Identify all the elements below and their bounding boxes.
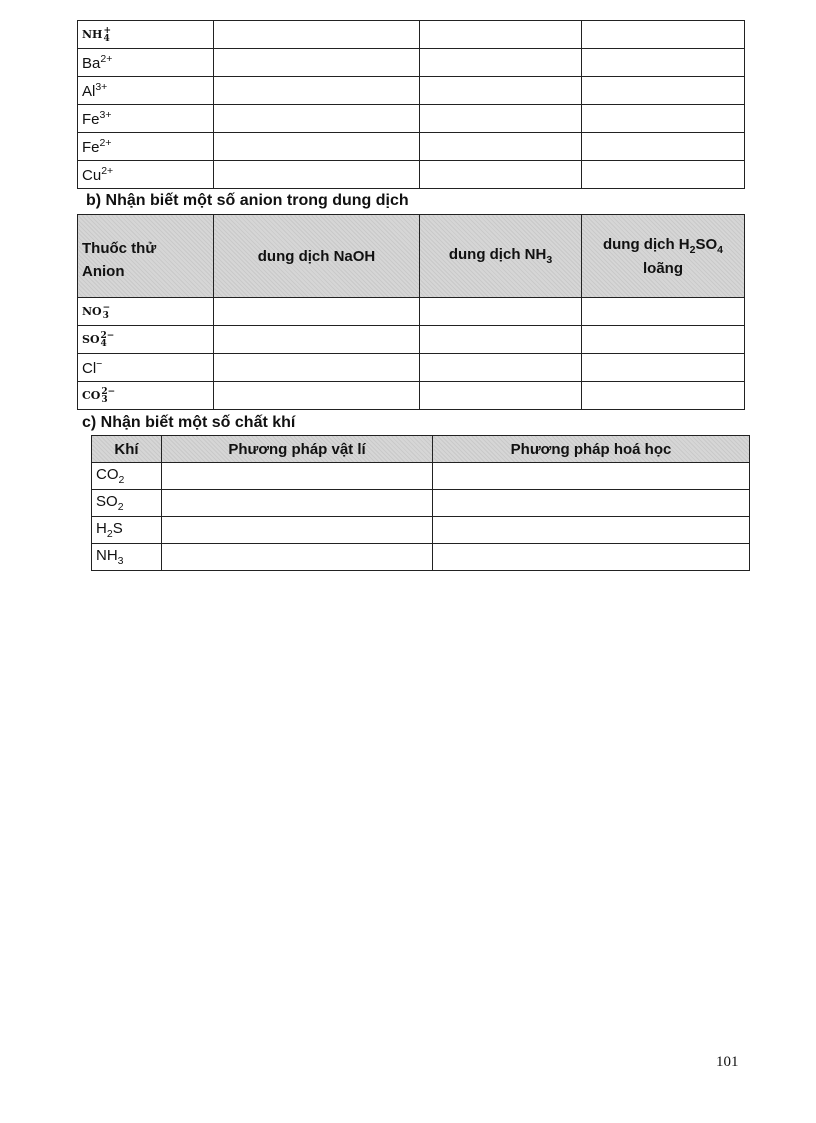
ion-cell <box>78 21 214 49</box>
header-h2so4-label2: SO <box>695 235 718 253</box>
gas-subscript: 3 <box>117 555 124 567</box>
ion-cell <box>78 77 214 105</box>
empty-cell <box>582 354 745 382</box>
ion-charge: 2+ <box>99 137 112 149</box>
empty-cell <box>433 517 750 544</box>
cation-table-body <box>78 21 745 189</box>
header-naoh <box>214 215 420 298</box>
header-nh3 <box>420 215 582 298</box>
empty-cell <box>582 49 745 77</box>
table-row <box>92 490 750 517</box>
gas-formula: SO <box>96 493 118 510</box>
table-row <box>78 298 745 326</box>
table-row <box>92 463 750 490</box>
empty-cell <box>162 517 433 544</box>
table-row <box>78 49 745 77</box>
empty-cell <box>582 133 745 161</box>
header-h2so4-sub2: 4 <box>717 243 724 256</box>
gas-cell <box>92 544 162 571</box>
gas-formula: H <box>96 520 107 537</box>
ion-charge: 2+ <box>100 53 113 65</box>
header-reagent-anion <box>78 215 214 298</box>
header-gas: Khí <box>92 436 162 463</box>
ion-symbol: NO <box>82 304 102 318</box>
gas-cell <box>92 490 162 517</box>
gas-table <box>91 435 750 571</box>
empty-cell <box>420 133 582 161</box>
gas-cell <box>92 517 162 544</box>
ion-cell <box>78 298 214 326</box>
empty-cell <box>582 161 745 189</box>
ion-charge: 2− <box>101 386 116 397</box>
gas-cell <box>92 463 162 490</box>
empty-cell <box>214 354 420 382</box>
ion-charge: 3+ <box>99 109 112 121</box>
ion-symbol: Fe <box>82 139 100 156</box>
gas-table-body <box>92 463 750 571</box>
empty-cell <box>433 544 750 571</box>
header-nh3-sub: 3 <box>546 254 553 266</box>
ion-symbol: NH <box>82 27 103 41</box>
table-row <box>92 517 750 544</box>
empty-cell <box>214 105 420 133</box>
empty-cell <box>582 105 745 133</box>
table-row <box>78 382 745 410</box>
empty-cell <box>214 161 420 189</box>
ion-charge: 3+ <box>95 81 108 93</box>
empty-cell <box>214 77 420 105</box>
ion-subscript: 3 <box>102 310 109 321</box>
anion-table <box>77 214 745 410</box>
gas-formula: NH <box>96 547 118 564</box>
empty-cell <box>582 21 745 49</box>
ion-cell <box>78 105 214 133</box>
empty-cell <box>582 326 745 354</box>
ion-cell <box>78 326 214 354</box>
ion-symbol: Al <box>82 83 96 100</box>
gas-formula-tail: S <box>112 520 123 537</box>
empty-cell <box>162 490 433 517</box>
ion-subscript: 4 <box>103 33 110 44</box>
table-row <box>78 133 745 161</box>
empty-cell <box>420 354 582 382</box>
ion-cell <box>78 133 214 161</box>
ion-subscript: 4 <box>100 338 107 349</box>
empty-cell <box>214 326 420 354</box>
empty-cell <box>420 105 582 133</box>
gas-subscript: 2 <box>106 528 113 540</box>
empty-cell <box>420 49 582 77</box>
ion-charge: 2− <box>100 330 115 341</box>
anion-table-body <box>78 298 745 410</box>
gas-formula: CO <box>96 466 119 483</box>
ion-cell <box>78 354 214 382</box>
ion-symbol: Cl <box>82 360 97 377</box>
empty-cell <box>420 298 582 326</box>
empty-cell <box>162 463 433 490</box>
table-row <box>78 77 745 105</box>
ion-symbol: SO <box>82 332 100 346</box>
empty-cell <box>433 490 750 517</box>
header-h2so4-line2: loãng <box>643 259 683 277</box>
page-number: 101 <box>716 1054 739 1070</box>
empty-cell <box>420 382 582 410</box>
gas-subscript: 2 <box>118 474 125 486</box>
section-c-heading: c) Nhận biết một số chất khí <box>82 414 296 431</box>
ion-charge: 2+ <box>101 165 114 177</box>
table-row <box>78 105 745 133</box>
ion-charge-stack <box>101 332 115 348</box>
table-row <box>92 544 750 571</box>
table-row <box>78 326 745 354</box>
ion-cell <box>78 382 214 410</box>
header-h2so4-sub1: 2 <box>689 243 696 256</box>
ion-charge: − <box>96 358 103 370</box>
empty-cell <box>420 77 582 105</box>
ion-subscript: 3 <box>101 394 108 405</box>
empty-cell <box>214 21 420 49</box>
empty-cell <box>420 326 582 354</box>
ion-charge-stack <box>103 27 111 43</box>
ion-symbol: Ba <box>82 55 101 72</box>
header-physical-method: Phương pháp vật lí <box>162 436 433 463</box>
header-chemical-method: Phương pháp hoá học <box>433 436 750 463</box>
ion-symbol: Fe <box>82 111 100 128</box>
empty-cell <box>420 21 582 49</box>
ion-symbol: Cu <box>82 167 102 184</box>
header-h2so4 <box>582 215 745 298</box>
header-naoh-label: dung dịch NaOH <box>257 247 376 265</box>
gas-table-header <box>92 436 750 463</box>
cation-table <box>77 20 745 189</box>
ion-charge: + <box>103 25 111 36</box>
ion-charge-stack <box>103 304 111 320</box>
empty-cell <box>214 49 420 77</box>
table-row <box>78 21 745 49</box>
table-row <box>78 354 745 382</box>
empty-cell <box>214 133 420 161</box>
ion-cell <box>78 161 214 189</box>
empty-cell <box>214 382 420 410</box>
header-h2so4-label: dung dịch H <box>602 235 690 253</box>
section-b-heading: b) Nhận biết một số anion trong dung dịch <box>86 192 409 209</box>
empty-cell <box>433 463 750 490</box>
empty-cell <box>582 382 745 410</box>
anion-table-header <box>78 215 745 298</box>
header-anion-label: Anion <box>82 263 125 280</box>
empty-cell <box>162 544 433 571</box>
gas-subscript: 2 <box>117 501 124 513</box>
empty-cell <box>420 161 582 189</box>
header-reagent-label: Thuốc thử <box>82 240 157 257</box>
ion-cell <box>78 49 214 77</box>
empty-cell <box>582 298 745 326</box>
header-nh3-label: dung dịch NH <box>448 246 547 263</box>
empty-cell <box>582 77 745 105</box>
ion-charge: − <box>102 302 111 313</box>
table-row <box>78 161 745 189</box>
ion-charge-stack <box>101 388 115 404</box>
ion-symbol: CO <box>82 388 101 402</box>
empty-cell <box>214 298 420 326</box>
